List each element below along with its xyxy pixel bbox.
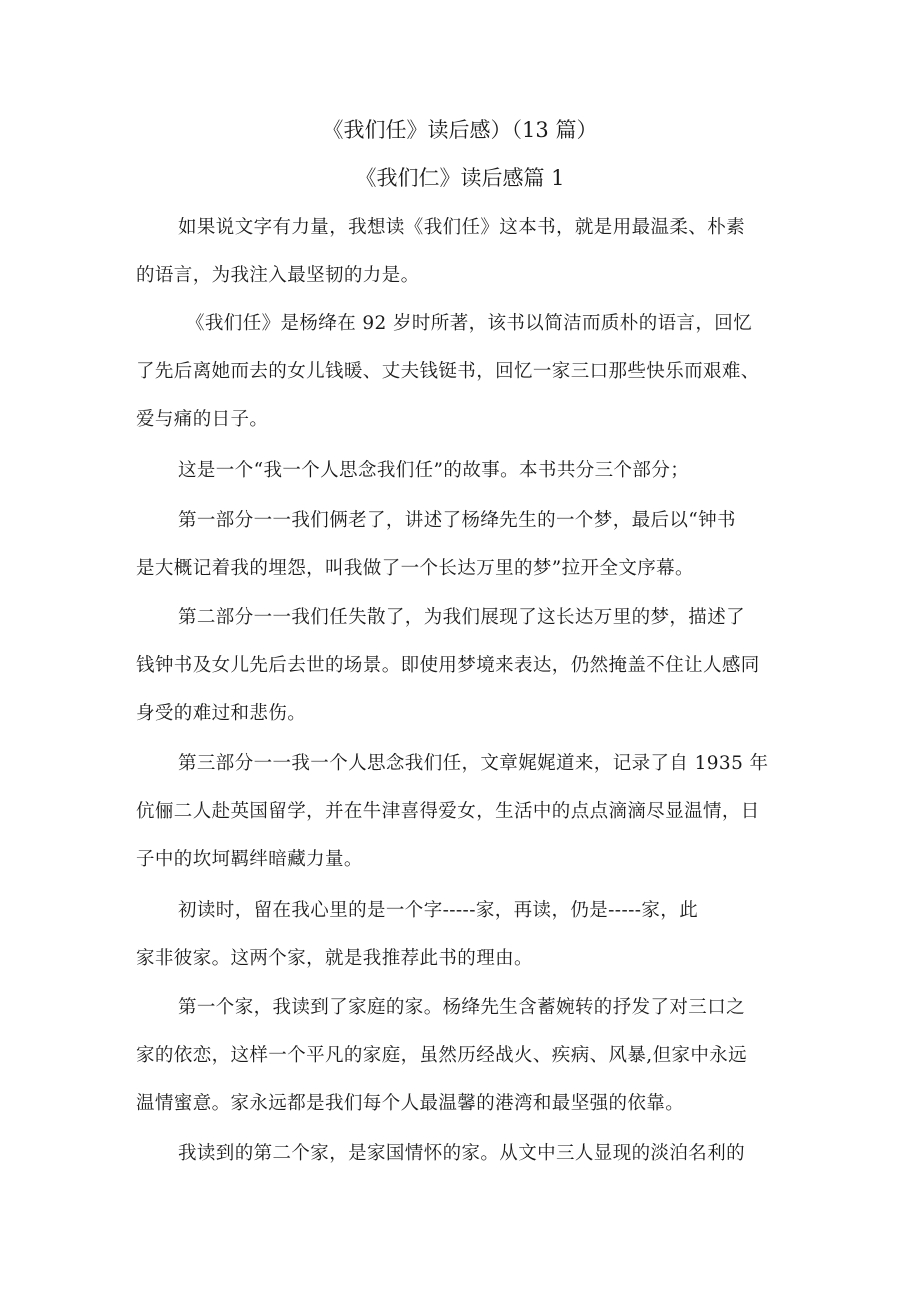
paragraph-line: 第一个家，我读到了家庭的家。杨绛先生含蓄婉转的抒发了对三口之: [178, 997, 746, 1018]
paragraph-line: 第二部分一一我们任失散了，为我们展现了这长达万里的梦，描述了: [178, 607, 746, 628]
paragraph-line: 爱与痛的日子。: [136, 409, 269, 430]
paragraph-line: 的语言，为我注入最坚韧的力是。: [136, 265, 420, 286]
paragraph-line: 第三部分一一我一个人思念我们任，文章娓娓道来，记录了自 1935 年: [178, 753, 769, 774]
section-title: 《我们仁》读后感篇 1: [355, 166, 565, 190]
paragraph-line: 了先后离她而去的女儿钱暖、丈夫钱铤书，回忆一家三口那些快乐而艰难、: [136, 361, 760, 382]
paragraph-line: 温情蜜意。家永远都是我们每个人最温馨的港湾和最坚强的依靠。: [136, 1093, 685, 1114]
paragraph-line: 家的依恋，这样一个平凡的家庭，虽然历经战火、疾病、风暴,但家中永远: [136, 1045, 748, 1066]
document-title: 《我们任》读后感）（13 篇）: [322, 118, 598, 142]
paragraph-line: 初读时，留在我心里的是一个字-----家，再读，仍是-----家，此: [178, 900, 699, 921]
paragraph-line: 我读到的第二个家，是家国情怀的家。从文中三人显现的淡泊名利的: [178, 1143, 746, 1164]
paragraph-line: 是大概记着我的埋怨，叫我做了一个长达万里的梦”拉开全文序幕。: [136, 558, 694, 579]
paragraph-line: 伉俪二人赴英国留学，并在牛津喜得爱女，生活中的点点滴滴尽显温情，日: [136, 801, 760, 822]
paragraph-line: 身受的难过和悲伤。: [136, 703, 307, 724]
paragraph-line: 如果说文字有力量，我想读《我们任》这本书，就是用最温柔、朴素: [178, 217, 746, 238]
paragraph-line: 第一部分一一我们俩老了，讲述了杨绛先生的一个梦，最后以“钟书: [178, 510, 736, 531]
paragraph-line: 子中的坎坷羁绊暗藏力量。: [136, 849, 363, 870]
paragraph-line: 家非彼家。这两个家，就是我推荐此书的理由。: [136, 948, 533, 969]
paragraph-line: 这是一个“我一个人思念我们任”的故事。本书共分三个部分；: [178, 460, 690, 481]
paragraph-line: 钱钟书及女儿先后去世的场景。即使用梦境来表达，仍然掩盖不住让人感同: [136, 655, 760, 676]
paragraph-line: 《我们任》是杨绛在 92 岁时所著，该书以简洁而质朴的语言，回忆: [186, 313, 753, 334]
